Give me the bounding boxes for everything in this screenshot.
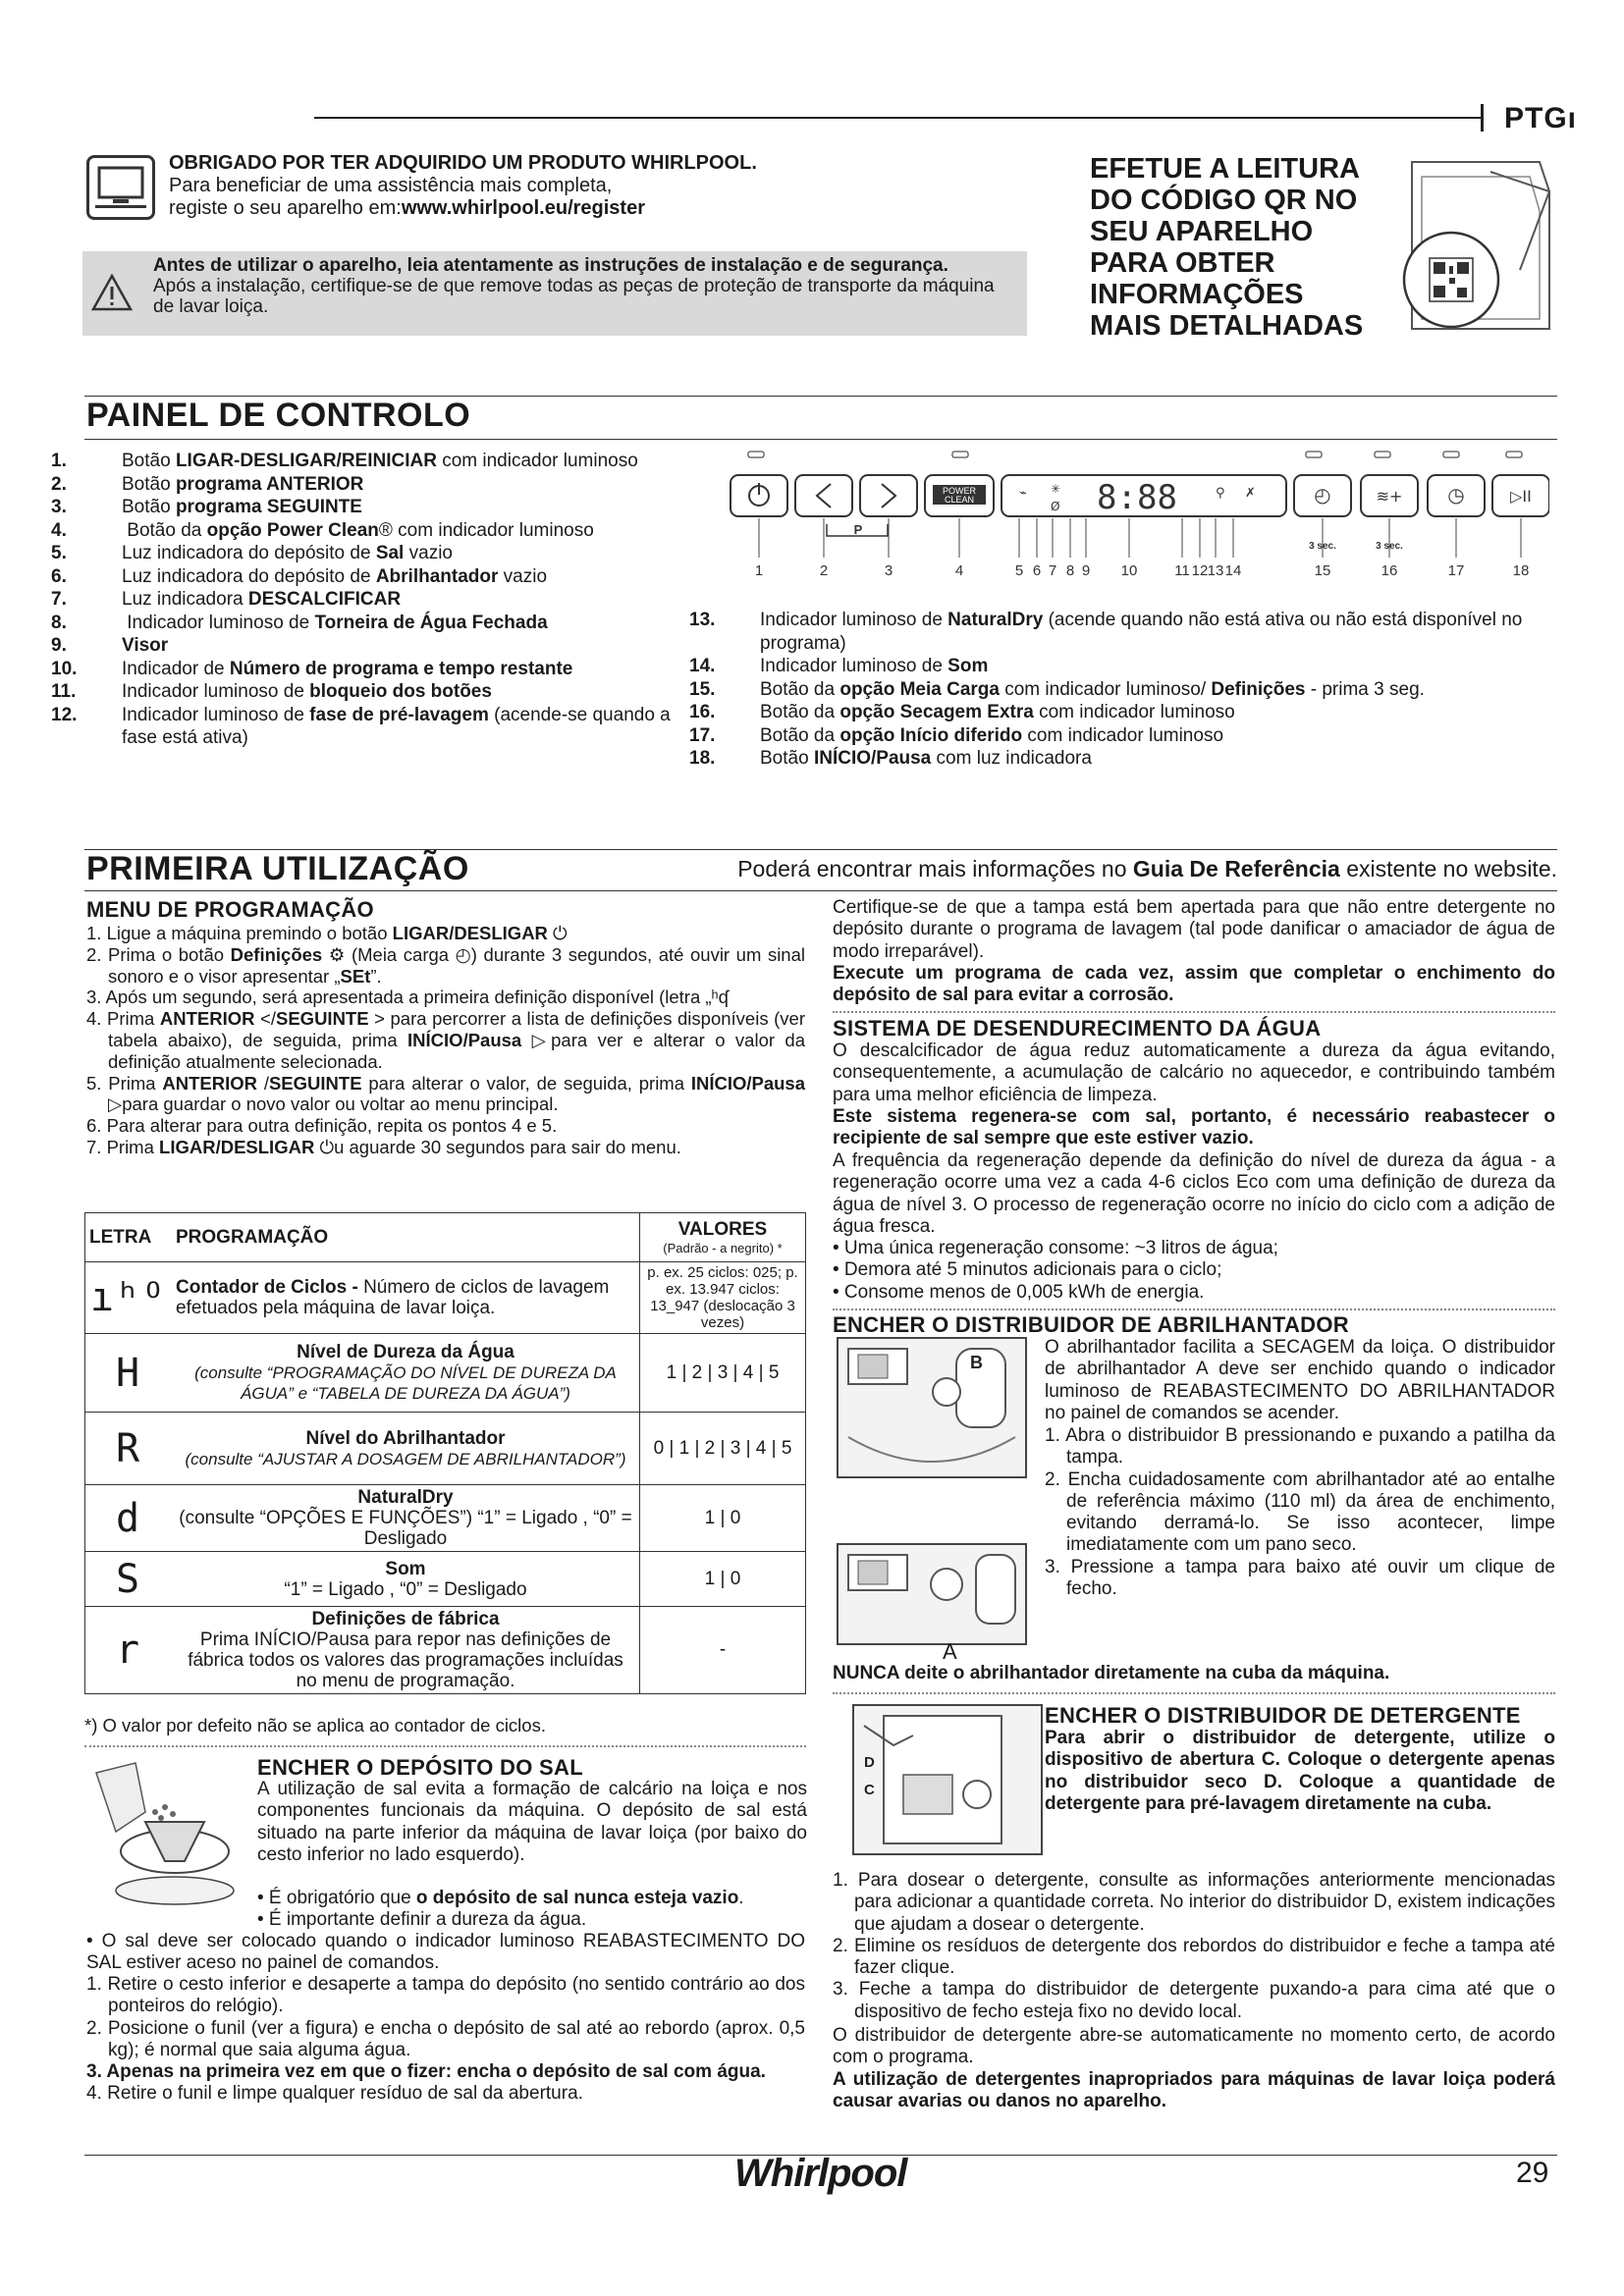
water-bullet: • Uma única regeneração consome: ~3 litros de água; bbox=[833, 1238, 1278, 1258]
salt-bullet-3: • O sal deve ser colocado quando o indicador luminoso REABASTECIMENTO DO SAL estiver aceso no painel de comandos. bbox=[86, 1931, 805, 1974]
salt-steps bbox=[86, 1974, 805, 2106]
menu-step: 2. Prima o botão Definições ⚙ (Meia carga ◴) durante 3 segundos, até ouvir um sinal sonoro e o visor apresentar „SEt”. bbox=[86, 943, 805, 987]
row-values: - bbox=[640, 1607, 806, 1694]
warning-body: Após a instalação, certifique-se de que remove todas as peças de proteção de transporte da máquina de lavar loiça. bbox=[153, 276, 995, 317]
item-text: (acende quando não está ativa ou não está disponível no programa) bbox=[760, 610, 1523, 654]
menu-step: 6. Para alterar para outra definição, repita os pontos 4 e 5. bbox=[86, 1115, 558, 1137]
dotted-divider bbox=[833, 1308, 1555, 1310]
detergent-steps bbox=[833, 1870, 1555, 2023]
item-number: 17. bbox=[689, 724, 716, 746]
row-programming bbox=[172, 1485, 640, 1552]
item-text: Botão da bbox=[760, 678, 840, 700]
item-number: 11. bbox=[51, 681, 77, 702]
row-letter: S bbox=[85, 1552, 173, 1607]
salt-title: ENCHER O DEPÓSITO DO SAL bbox=[257, 1755, 583, 1780]
panel-list-item bbox=[689, 655, 1569, 678]
callout-number: 8 bbox=[1065, 562, 1075, 579]
callout-number: 6 bbox=[1032, 562, 1042, 579]
panel-list-item bbox=[51, 588, 685, 612]
label-d: D bbox=[864, 1754, 875, 1771]
item-bold: Som bbox=[947, 656, 989, 676]
qr-line: EFETUE A LEITURA bbox=[1090, 153, 1360, 185]
item-text: com indicador luminoso bbox=[1022, 724, 1224, 746]
table-row bbox=[85, 1262, 806, 1334]
salt-b1-bold: o depósito de sal nunca esteja vazio bbox=[415, 1888, 739, 1908]
item-number: 4. bbox=[51, 519, 67, 541]
row-body: “1” = Ligado , “0” = Desligado bbox=[284, 1578, 527, 1600]
top-rule-end bbox=[1481, 104, 1484, 132]
top-rule bbox=[314, 117, 1483, 119]
rinse-step: 3. Pressione a tampa para baixo até ouvir um clique de fecho. bbox=[1045, 1556, 1555, 1600]
item-text: Botão da bbox=[760, 724, 840, 746]
menu-step: 5. Prima ANTERIOR /SEGUINTE para alterar o valor, de seguida, prima INÍCIO/Pausa ▷para guardar o novo valor ou voltar ao menu principal. bbox=[86, 1072, 806, 1115]
menu-title: MENU DE PROGRAMAÇÃO bbox=[86, 897, 374, 922]
table-row bbox=[85, 1413, 806, 1485]
item-bold: Abrilhantador bbox=[375, 565, 499, 587]
item-number: 12. bbox=[51, 704, 78, 725]
item-text: com indicador luminoso bbox=[1033, 702, 1235, 722]
callout-number: 13 bbox=[1207, 562, 1224, 579]
rinse-p: O abrilhantador facilita a SECAGEM da loiça. O distribuidor de abrilhantador A deve ser enchido quando o indicador luminoso de REABASTECIMENTO DO ABRILHANTADOR no painel de comandos se acender. bbox=[1045, 1337, 1555, 1423]
detergent-step: 1. Para dosear o detergente, consulte as informações anteriormente mencionadas para adicionar a quantidade correta. No interior do distribuidor D, existem indicações que ajudam a dosear o detergente. bbox=[833, 1870, 1555, 1935]
panel-list-item bbox=[689, 609, 1569, 655]
salt-intro: A utilização de sal evita a formação de calcário na loiça e nos componentes funcionais da máquina. O depósito de sal está situado na parte inferior da máquina de lavar loiça (por baixo do cesto inferior no lado esquerdo). bbox=[257, 1779, 807, 1865]
panel-list-item bbox=[51, 704, 685, 750]
th-values-sub: (Padrão - a negrito) * bbox=[663, 1241, 783, 1255]
item-text: Luz indicadora bbox=[122, 589, 248, 610]
row-programming bbox=[172, 1552, 640, 1607]
row-title: Definições de fábrica bbox=[311, 1609, 500, 1629]
rinse-steps bbox=[1045, 1425, 1555, 1600]
detergent-intro: Para abrir o distribuidor de detergente, utilize o dispositivo de abertura C. Coloque o detergente apenas no distribuidor seco D. Coloque a quantidade de detergente para pré-lavagem diretamente na cuba. bbox=[1045, 1728, 1555, 1814]
callout-number: 18 bbox=[1512, 562, 1530, 579]
dotted-divider bbox=[833, 1692, 1555, 1694]
row-letter: H bbox=[85, 1334, 173, 1413]
menu-steps bbox=[86, 923, 805, 1158]
item-number: 18. bbox=[689, 748, 716, 769]
th-values-label: VALORES bbox=[677, 1219, 768, 1240]
thanks-block bbox=[169, 152, 1053, 220]
qr-line: INFORMAÇÕES bbox=[1090, 279, 1304, 310]
row-values: p. ex. 25 ciclos: 025; p. ex. 13.947 ciclos: 13_947 (deslocação 3 vezes) bbox=[640, 1262, 806, 1334]
warning-text bbox=[153, 255, 1017, 317]
salt-b1-post: . bbox=[738, 1888, 744, 1908]
item-text: Botão bbox=[122, 451, 176, 471]
callout-number: 1 bbox=[754, 562, 764, 579]
callout-number: 3 bbox=[884, 562, 893, 579]
programming-table bbox=[84, 1212, 806, 1694]
th-letter: LETRA bbox=[85, 1213, 173, 1262]
panel-list-item bbox=[51, 658, 685, 681]
panel-list-item bbox=[689, 724, 1569, 748]
item-number: 15. bbox=[689, 678, 716, 700]
panel-list-item bbox=[51, 634, 685, 658]
item-number: 9. bbox=[51, 635, 67, 656]
water-bullet: • Consome menos de 0,005 kWh de energia. bbox=[833, 1281, 1205, 1303]
dotted-divider bbox=[833, 1011, 1555, 1013]
item-text: Indicador luminoso de bbox=[122, 612, 315, 633]
row-title: Nível de Dureza da Água bbox=[297, 1342, 514, 1362]
detergent-title: ENCHER O DISTRIBUIDOR DE DETERGENTE bbox=[1045, 1703, 1521, 1728]
water-p2: A frequência da regeneração depende da definição do nível de dureza da água - a regeneração ocorre uma vez a cada 4-6 ciclos Eco com uma definição de dureza da água de nível 3. O processo de regeneração ocorre no início do ciclo com a adição de água fresca. bbox=[833, 1150, 1555, 1237]
item-bold: LIGAR-DESLIGAR/REINICIAR bbox=[175, 451, 437, 471]
item-text: vazio bbox=[404, 543, 453, 563]
row-body: Prima INÍCIO/Pausa para repor nas definições de fábrica todos os valores das programações incluídas no menu de programação. bbox=[188, 1629, 623, 1691]
panel-list-item bbox=[51, 542, 685, 565]
table-row bbox=[85, 1485, 806, 1552]
salt-funnel-illustration bbox=[86, 1753, 244, 1910]
item-text: Botão bbox=[122, 473, 176, 495]
panel-title: PAINEL DE CONTROLO bbox=[86, 397, 471, 434]
item-bold: Visor bbox=[122, 635, 169, 656]
detergent-step: 3. Feche a tampa do distribuidor de detergente puxando-a para cima até que o dispositivo de fecho esteja fixo no devido local. bbox=[833, 1979, 1555, 2022]
water-p1: O descalcificador de água reduz automaticamente a dureza da água evitando, consequentemente, a acumulação de calcário no aquecedor, e contribuindo também para uma melhor eficiência de limpeza. bbox=[833, 1041, 1555, 1105]
label-a: A bbox=[943, 1639, 957, 1664]
salt-b1-pre: • É obrigatório que bbox=[257, 1888, 416, 1908]
whirlpool-logo: Whirlpool bbox=[734, 2152, 907, 2195]
callout-number: 14 bbox=[1224, 562, 1242, 579]
item-bold: Número de programa e tempo restante bbox=[229, 658, 573, 679]
dotted-divider bbox=[84, 1745, 806, 1747]
row-programming bbox=[172, 1262, 640, 1334]
qr-line: PARA OBTER bbox=[1090, 247, 1275, 279]
item-bold: programa SEGUINTE bbox=[175, 497, 362, 517]
rinse-step: 2. Encha cuidadosamente com abrilhantador até ao entalhe de referência máximo (110 ml) da área de enchimento, evitando derramá-lo. Se isso acontecer, limpe imediatamente com um pano seco. bbox=[1045, 1468, 1555, 1556]
panel-list-item bbox=[51, 473, 685, 497]
row-programming bbox=[172, 1413, 640, 1485]
rinse-warning: NUNCA deite o abrilhantador diretamente na cuba da máquina. bbox=[833, 1663, 1390, 1683]
salt-step: 4. Retire o funil e limpe qualquer resíduo de sal da abertura. bbox=[86, 2083, 583, 2105]
callout-number: 5 bbox=[1014, 562, 1024, 579]
callout-number: 7 bbox=[1048, 562, 1057, 579]
svg-text:◴: ◴ bbox=[1314, 483, 1331, 507]
item-bold: NaturalDry bbox=[947, 610, 1044, 630]
display-digits: 8:88 bbox=[1097, 478, 1177, 517]
detergent-warning: A utilização de detergentes inapropriados para máquinas de lavar loiça poderá causar avarias ou danos no aparelho. bbox=[833, 2069, 1555, 2112]
item-text: Indicador luminoso de bbox=[760, 656, 948, 676]
table-row bbox=[85, 1607, 806, 1694]
row-values: 1 | 0 bbox=[640, 1485, 806, 1552]
item-number: 13. bbox=[689, 610, 716, 630]
warning-title: Antes de utilizar o aparelho, leia atentamente as instruções de instalação e de segurança. bbox=[153, 255, 948, 276]
callout-number: 4 bbox=[954, 562, 964, 579]
row-values: 0 | 1 | 2 | 3 | 4 | 5 bbox=[640, 1413, 806, 1485]
rinse-step: 1. Abra o distribuidor B pressionando e puxando a patilha da tampa. bbox=[1045, 1425, 1555, 1468]
menu-step: 7. Prima LIGAR/DESLIGAR ⏻u aguarde 30 segundos para sair do menu. bbox=[86, 1136, 681, 1157]
qr-line: MAIS DETALHADAS bbox=[1090, 310, 1364, 342]
item-number: 7. bbox=[51, 589, 67, 610]
register-url[interactable]: www.whirlpool.eu/register bbox=[401, 197, 645, 219]
thanks-title: OBRIGADO POR TER ADQUIRIDO UM PRODUTO WHIRLPOOL. bbox=[169, 152, 757, 174]
thanks-line2: Para beneficiar de uma assistência mais completa, bbox=[169, 175, 613, 196]
item-text: com indicador luminoso bbox=[436, 451, 638, 471]
item-bold: Definições bbox=[1211, 678, 1306, 700]
panel-list-item bbox=[51, 450, 685, 473]
language-code: PTGı bbox=[1504, 102, 1578, 134]
water-p1-bold: Este sistema regenera-se com sal, portanto, é necessário reabastecer o recipiente de sal sempre que este estiver vazio. bbox=[833, 1106, 1555, 1149]
monitor-icon bbox=[86, 155, 155, 220]
svg-text:⚲: ⚲ bbox=[1216, 486, 1225, 501]
row-values: 1 | 2 | 3 | 4 | 5 bbox=[640, 1334, 806, 1413]
menu-step: 4. Prima ANTERIOR </SEGUINTE > para percorrer a lista de definições disponíveis (ver tabela abaixo), de seguida, prima INÍCIO/Pausa ▷para ver e alterar o valor da definição atualmente selecionada. bbox=[86, 1008, 806, 1072]
item-number: 1. bbox=[51, 451, 67, 471]
water-bullets bbox=[833, 1238, 1555, 1304]
label-c: C bbox=[864, 1782, 875, 1798]
row-title: Nível do Abrilhantador bbox=[305, 1427, 506, 1449]
qr-line: SEU APARELHO bbox=[1090, 216, 1314, 247]
ref-post: existente no website. bbox=[1339, 856, 1557, 881]
salt-step: 3. Apenas na primeira vez em que o fizer: encha o depósito de sal com água. bbox=[86, 2061, 766, 2083]
callout-number: 9 bbox=[1081, 562, 1091, 579]
item-number: 14. bbox=[689, 656, 716, 676]
right-intro-bold: Execute um programa de cada vez, assim que completar o enchimento do depósito de sal para evitar a corrosão. bbox=[833, 963, 1555, 1006]
item-text: Botão bbox=[760, 748, 814, 769]
svg-text:◷: ◷ bbox=[1447, 483, 1465, 507]
panel-list-right bbox=[689, 609, 1569, 771]
item-number: 8. bbox=[51, 612, 67, 633]
table-row bbox=[85, 1552, 806, 1607]
sec-label-16: 3 sec. bbox=[1376, 541, 1403, 552]
detergent-dispenser-illustration bbox=[852, 1704, 1043, 1855]
th-values bbox=[640, 1213, 806, 1262]
svg-text:⌁: ⌁ bbox=[1019, 486, 1027, 501]
row-title: Contador de Ciclos - bbox=[176, 1277, 358, 1298]
item-text: Luz indicadora do depósito de bbox=[122, 543, 376, 563]
item-bold: opção Power Clean bbox=[206, 519, 379, 541]
panel-list-item bbox=[689, 678, 1569, 702]
clean-label: CLEAN bbox=[944, 495, 975, 505]
item-text: Botão bbox=[122, 497, 176, 517]
qr-title bbox=[1090, 153, 1384, 342]
item-text: ® com indicador luminoso bbox=[378, 519, 594, 541]
item-text: Indicador luminoso de bbox=[760, 610, 948, 630]
item-bold: Torneira de Água Fechada bbox=[314, 612, 548, 633]
row-letter: R bbox=[85, 1413, 173, 1485]
item-bold: fase de pré-lavagem bbox=[309, 704, 489, 725]
warning-icon bbox=[90, 273, 134, 319]
item-text: com indicador luminoso/ bbox=[999, 678, 1212, 700]
row-letter: d bbox=[85, 1485, 173, 1552]
water-bullet: • Demora até 5 minutos adicionais para o ciclo; bbox=[833, 1259, 1222, 1281]
item-text: - prima 3 seg. bbox=[1305, 678, 1425, 700]
callout-number: 10 bbox=[1120, 562, 1138, 579]
panel-list-item bbox=[689, 747, 1569, 771]
panel-list-item bbox=[51, 612, 685, 635]
item-bold: DESCALCIFICAR bbox=[247, 589, 402, 610]
ref-pre: Poderá encontrar mais informações no bbox=[737, 856, 1133, 881]
item-number: 3. bbox=[51, 497, 67, 517]
item-text: Indicador luminoso de bbox=[122, 704, 310, 725]
panel-list-left bbox=[51, 450, 685, 750]
panel-list-item bbox=[51, 680, 685, 704]
svg-text:▷II: ▷II bbox=[1510, 487, 1532, 506]
panel-list-item bbox=[51, 519, 685, 543]
svg-text:✳: ✳ bbox=[1051, 482, 1061, 496]
right-intro: Certifique-se de que a tampa está bem apertada para que não entre detergente no depósito durante o programa de lavagem (tal pode danificar o amaciador de água de modo irreparável). bbox=[833, 897, 1555, 962]
first-use-title: PRIMEIRA UTILIZAÇÃO bbox=[86, 850, 469, 887]
item-number: 5. bbox=[51, 543, 67, 563]
item-text: vazio bbox=[498, 565, 548, 587]
label-b: B bbox=[970, 1353, 983, 1372]
callout-number: 15 bbox=[1314, 562, 1331, 579]
control-panel-diagram bbox=[725, 448, 1549, 585]
row-letter: r bbox=[85, 1607, 173, 1694]
row-values: 1 | 0 bbox=[640, 1552, 806, 1607]
panel-list-item bbox=[51, 496, 685, 519]
page-number: 29 bbox=[1516, 2157, 1549, 2189]
item-text: Luz indicadora do depósito de bbox=[122, 565, 376, 587]
menu-step: 1. Ligue a máquina premindo o botão LIGAR/DESLIGAR ⏻ bbox=[86, 923, 568, 943]
callout-number: 2 bbox=[819, 562, 829, 579]
table-row bbox=[85, 1334, 806, 1413]
section-rule bbox=[84, 439, 1557, 440]
svg-text:≋+: ≋+ bbox=[1376, 487, 1403, 506]
rinse-aid-illustration-a bbox=[837, 1543, 1027, 1645]
panel-list-item bbox=[689, 701, 1569, 724]
rinse-aid-illustration-b bbox=[837, 1337, 1027, 1478]
item-bold: bloqueio dos botões bbox=[309, 681, 492, 702]
row-programming bbox=[172, 1334, 640, 1413]
row-body: (consulte “OPÇÕES E FUNÇÕES”) “1” = Ligado , “0” = Desligado bbox=[179, 1508, 632, 1549]
item-number: 2. bbox=[51, 473, 67, 495]
ref-guide: Guia De Referência bbox=[1132, 856, 1340, 881]
callout-number: 17 bbox=[1447, 562, 1465, 579]
salt-step: 2. Posicione o funil (ver a figura) e encha o depósito de sal até ao rebordo (aprox. 0,5 kg); é normal que saia alguma água. bbox=[86, 2017, 805, 2060]
callout-number: 16 bbox=[1380, 562, 1398, 579]
callout-number: 11 bbox=[1174, 562, 1190, 579]
svg-text:✗: ✗ bbox=[1245, 486, 1256, 501]
water-title: SISTEMA DE DESENDURECIMENTO DA ÁGUA bbox=[833, 1016, 1322, 1041]
thanks-line3: registe o seu aparelho em: bbox=[169, 197, 402, 219]
dishwasher-qr-illustration bbox=[1392, 152, 1559, 339]
item-bold: opção Meia Carga bbox=[839, 678, 1000, 700]
salt-step: 1. Retire o cesto inferior e desaperte a tampa do depósito (no sentido contrário ao dos ponteiros do relógio). bbox=[86, 1974, 805, 2017]
item-number: 16. bbox=[689, 702, 716, 722]
table-footnote: *) O valor por defeito não se aplica ao contador de ciclos. bbox=[84, 1715, 546, 1735]
row-title: Som bbox=[385, 1558, 426, 1579]
salt-bullet-2: • É importante definir a dureza da água. bbox=[257, 1909, 587, 1930]
row-body: (consulte “PROGRAMAÇÃO DO NÍVEL DE DUREZA DA ÁGUA” e “TABELA DE DUREZA DA ÁGUA”) bbox=[194, 1363, 617, 1403]
menu-step: 3. Após um segundo, será apresentada a primeira definição disponível (letra „ʰʠ bbox=[86, 987, 729, 1008]
qr-line: DO CÓDIGO QR NO bbox=[1090, 185, 1358, 216]
row-letter: ıʰᴼ bbox=[85, 1262, 173, 1334]
item-text: (acende-se quando a fase está ativa) bbox=[122, 704, 671, 748]
callout-number: 12 bbox=[1191, 562, 1209, 579]
item-number: 10. bbox=[51, 658, 78, 679]
row-programming bbox=[172, 1607, 640, 1694]
item-bold: opção Secagem Extra bbox=[839, 702, 1034, 722]
item-bold: opção Início diferido bbox=[839, 724, 1023, 746]
item-text: com luz indicadora bbox=[931, 748, 1092, 769]
rinse-title: ENCHER O DISTRIBUIDOR DE ABRILHANTADOR bbox=[833, 1312, 1349, 1337]
section-rule bbox=[84, 890, 1557, 891]
detergent-step: 2. Elimine os resíduos de detergente dos rebordos do distribuidor e feche a tampa até fazer clique. bbox=[833, 1935, 1555, 1979]
item-text: Indicador de bbox=[122, 658, 230, 679]
item-bold: programa ANTERIOR bbox=[175, 473, 364, 495]
th-programming: PROGRAMAÇÃO bbox=[172, 1213, 640, 1262]
item-bold: Sal bbox=[375, 543, 405, 563]
salt-bullet-1 bbox=[257, 1888, 807, 1909]
item-text: Botão da bbox=[122, 519, 207, 541]
power-label: POWER bbox=[942, 486, 977, 496]
item-text: Botão da bbox=[760, 702, 840, 722]
item-number: 6. bbox=[51, 565, 67, 587]
item-text: Indicador luminoso de bbox=[122, 681, 310, 702]
item-bold: INÍCIO/Pausa bbox=[813, 748, 932, 769]
sec-label-15: 3 sec. bbox=[1309, 541, 1336, 552]
svg-text:Ø: Ø bbox=[1051, 500, 1060, 513]
row-body: Número de ciclos de lavagem efetuados pela máquina de lavar loiça. bbox=[176, 1277, 610, 1318]
row-body: (consulte “AJUSTAR A DOSAGEM DE ABRILHANTADOR”) bbox=[185, 1449, 626, 1468]
row-title: NaturalDry bbox=[357, 1487, 454, 1508]
detergent-p: O distribuidor de detergente abre-se automaticamente no momento certo, de acordo com o programa. bbox=[833, 2025, 1555, 2068]
panel-list-item bbox=[51, 565, 685, 589]
first-use-reference bbox=[681, 856, 1557, 882]
p-label: P bbox=[853, 522, 863, 537]
